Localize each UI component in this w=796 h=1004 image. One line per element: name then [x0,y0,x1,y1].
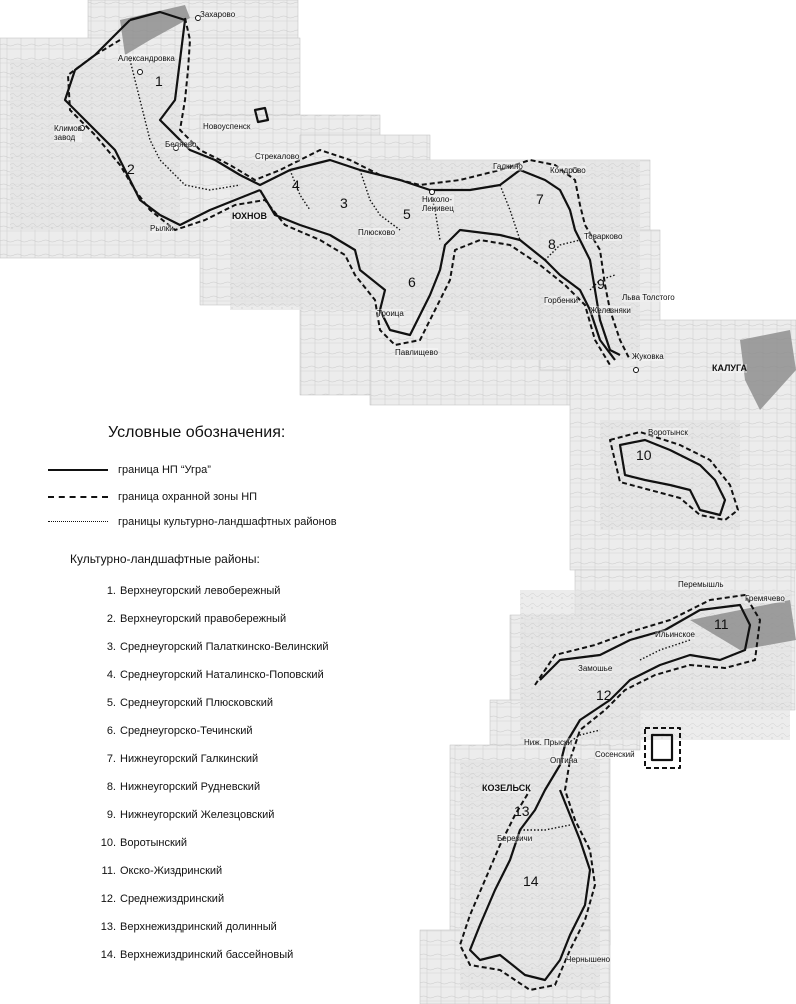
district-item [100,948,329,976]
place-label-peremyshl: Перемышль [678,580,724,589]
district-number: 12. [100,893,116,905]
place-label-nizh-prysk: Ниж. Прыски [524,738,572,747]
district-item [100,612,329,640]
district-number-label-2: 2 [127,161,135,177]
district-name: Среднеугорско-Течинский [120,725,253,737]
district-item [100,864,329,892]
district-number-label-1: 1 [155,73,163,89]
legend-item-label: граница НП “Угра” [118,464,211,476]
district-item [100,724,329,752]
district-item [100,920,329,948]
district-number: 4. [106,669,116,681]
district-item [100,836,329,864]
district-number-label-4: 4 [292,177,300,193]
district-item [100,696,329,724]
place-label-strekalovo: Стрекалово [255,152,300,161]
district-number: 9. [106,809,116,821]
district-name: Верхнеугорский левобережный [120,585,281,597]
place-label-ilinskoe: Ильинское [655,630,695,639]
district-number-label-13: 13 [514,803,530,819]
district-name: Верхнежиздринский бассейновый [120,949,294,961]
place-label-novouspenka: Новоуспенск [203,122,251,131]
place-label-zheleznyaki: Железняки [590,306,631,315]
legend-title: Условные обозначения: [108,424,286,441]
place-label-gorbenki: Горбенки [544,296,579,305]
district-number-label-6: 6 [408,274,416,290]
district-number: 5. [106,697,116,709]
place-label-kozelsk: КОЗЕЛЬСК [482,783,531,793]
district-number-label-12: 12 [596,687,612,703]
legend-dotted-line-symbol [48,521,108,522]
place-label-vorotynsk: Воротынск [648,428,688,437]
district-name: Среднеугорский Плюсковский [120,697,274,709]
district-name: Верхнежиздринский долинный [120,921,277,933]
district-number: 13. [100,921,116,933]
district-list [100,584,329,976]
legend-dashed-line-symbol [48,496,108,498]
district-name: Окско-Жиздринский [120,865,223,877]
district-item [100,780,329,808]
place-label-nikolo-lenivets: Николо- Ленивец [422,195,454,213]
district-item [100,640,329,668]
district-item [100,892,329,920]
district-number-label-7: 7 [536,191,544,207]
district-name: Верхнеугорский правобережный [120,613,287,625]
district-name: Нижнеугорский Железцовский [120,809,275,821]
district-number: 11. [101,865,116,877]
place-label-gremyachevo: Гремячево [745,594,785,603]
place-label-plyuskovo: Плюсково [358,228,396,237]
place-label-rylki: Рылки [150,224,174,233]
district-number: 2. [106,613,116,625]
legend-item-label: границы культурно-ландшафтных районов [118,516,337,528]
place-label-yukhnov: ЮХНОВ [232,211,267,221]
district-name: Среднежиздринский [120,893,225,905]
district-number: 7. [106,753,116,765]
district-number-label-9: 9 [597,276,605,292]
district-item [100,584,329,612]
district-number: 8. [106,781,116,793]
place-label-berezichi: Березичи [497,834,533,843]
place-label-belyaevo: Беляево [165,140,197,149]
place-label-sosenskiy: Сосенский [595,750,635,759]
place-label-aleksandrovka: Александровка [118,54,175,63]
district-number: 1. [106,585,116,597]
place-label-zamoshye: Замошье [578,664,613,673]
place-label-kondrovo: Кондрово [550,166,586,175]
place-label-klimov-zavod: Климов завод [54,124,82,142]
place-label-tovarkovo: Товарково [584,232,623,241]
district-number-label-8: 8 [548,236,556,252]
district-number: 3. [106,641,116,653]
district-number-label-5: 5 [403,206,411,222]
district-number-label-3: 3 [340,195,348,211]
place-label-zakharovo: Захарово [200,10,236,19]
legend-solid-line-symbol [48,469,108,471]
district-number-label-11: 11 [714,616,729,632]
district-number: 14. [100,949,116,961]
place-label-kaluga: КАЛУГА [712,363,748,373]
place-label-yasnaya-tolstogo: Льва Толстого [622,293,675,302]
district-number-label-14: 14 [523,873,539,889]
place-label-troitsa: Троица [377,309,404,318]
place-label-galkino: Галкино [493,162,523,171]
districts-title: Культурно-ландшафтные районы: [70,552,260,566]
district-number: 6. [106,725,116,737]
district-number: 10. [100,837,116,849]
place-label-pavlishchevo: Павлищево [395,348,438,357]
legend-item-label: граница охранной зоны НП [118,491,258,503]
place-label-optina: Оптина [550,756,578,765]
district-item [100,668,329,696]
district-item [100,808,329,836]
district-number-label-10: 10 [636,447,652,463]
district-name: Воротынский [120,837,188,849]
district-name: Среднеугорский Палаткинско-Велинский [120,641,329,653]
district-name: Среднеугорский Наталинско-Поповский [120,669,324,681]
district-name: Нижнеугорский Рудневский [120,781,261,793]
district-item [100,752,329,780]
place-label-chernyshino: Чернышено [566,955,611,964]
place-label-zhukovka: Жуковка [632,352,664,361]
district-name: Нижнеугорский Галкинский [120,753,259,765]
